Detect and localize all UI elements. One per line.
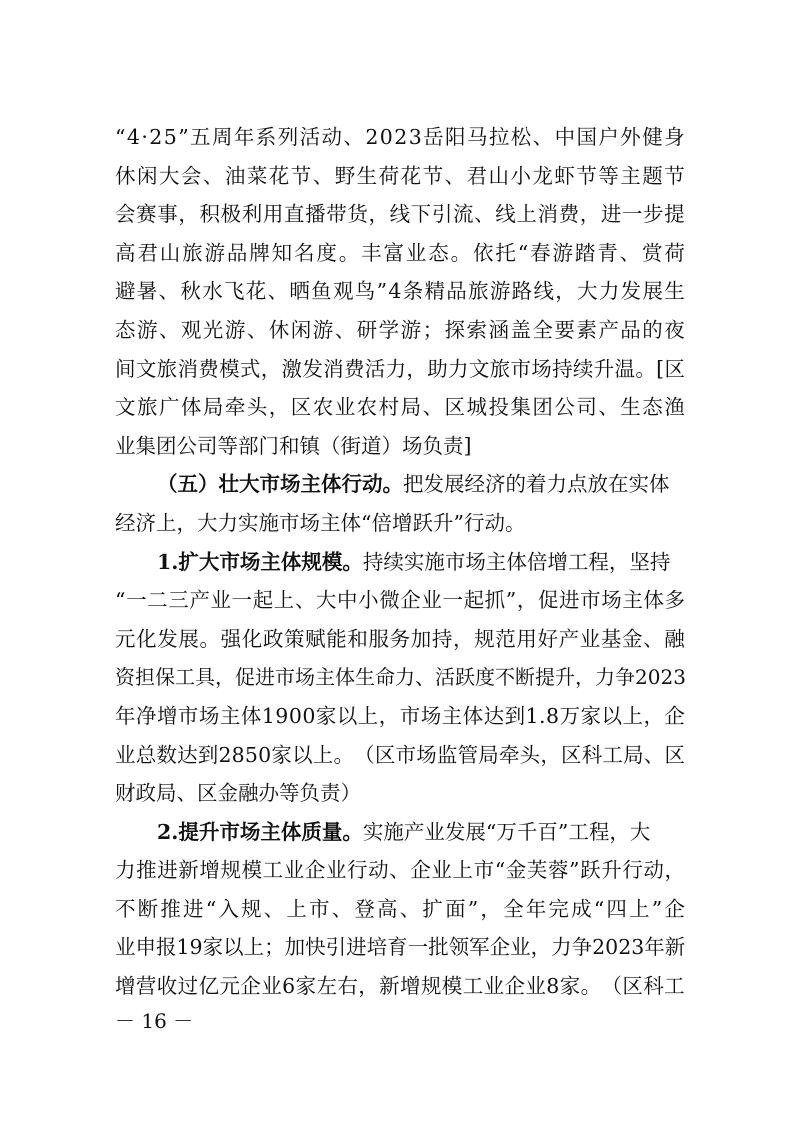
text-line (115, 543, 685, 582)
subsection-heading: 2.提升市场主体质量。 (157, 819, 363, 844)
text-line: 避 暑 、 秋 水 飞 花 、 晒 鱼 观 鸟 ” 4 条 精 品 旅 游 路 线 ， 大 力 发 展 生 (115, 279, 685, 304)
text-line (115, 813, 685, 852)
text-line: 高 君 山 旅 游 品 牌 知 名 度 。 丰 富 业 态 。 依 托 “ 春 游 踏 青 、 赏 荷 (115, 240, 685, 265)
text-line: 间 文 旅 消 费 模 式 ， 激 发 消 费 活 力 ， 助 力 文 旅 市 场 持 续 升 温 。 [ 区 (115, 356, 685, 381)
text-line: 文 旅 广 体 局 牵 头 ， 区 农 业 农 村 局 、 区 城 投 集 团 公 司 、 生 态 渔 (115, 395, 685, 420)
page-number: － 16 － (115, 1009, 194, 1033)
text-segment: 持续实施市场主体倍增工程，坚持 (362, 549, 671, 574)
document-body (115, 118, 685, 1006)
text-line: 元 化 发 展 。 强 化 政 策 赋 能 和 服 务 加 持 ， 规 范 用 好 产 业 基 金 、 融 (115, 626, 685, 651)
paragraph-expand-scale (115, 543, 685, 813)
text-line: 业 申 报 1 9 家 以 上 ； 加 快 引 进 培 育 一 批 领 军 企 业 ， 力 争 2 0 2 3 年 新 (115, 935, 686, 960)
text-line: 资 担 保 工 具 ， 促 进 市 场 主 体 生 命 力 、 活 跃 度 不 断 提 升 ， 力 争 2 0 2 3 (115, 665, 686, 690)
text-segment: 实施产业发展“万千百”工程，大 (362, 819, 651, 844)
text-line: 年 净 增 市 场 主 体 1 9 0 0 家 以 上 ， 市 场 主 体 达 到 1 . 8 万 家 以 上 ， 企 (115, 703, 685, 728)
text-line: 休 闲 大 会 、 油 菜 花 节 、 野 生 荷 花 节 、 君 山 小 龙 虾 节 等 主 题 节 (115, 163, 685, 188)
paragraph-improve-quality (115, 813, 685, 1006)
text-line: 业集团公司等部门和镇（街道）场负责] (115, 433, 472, 458)
text-line: 不 断 推 进 “ 入 规 、 上 市 、 登 高 、 扩 面 ” ， 全 年 完 成 “ 四 上 ” 企 (115, 896, 685, 921)
paragraph-market-action (115, 465, 685, 542)
text-line: “ 一 二 三 产 业 一 起 上 、 大 中 小 微 企 业 一 起 抓 ” ， 促 进 市 场 主 体 多 (115, 588, 685, 613)
text-line: 业 总 数 达 到 2 8 5 0 家 以 上 。 （ 区 市 场 监 管 局 牵 头 ， 区 科 工 局 、 区 (115, 742, 685, 767)
text-line: 力 推 进 新 增 规 模 工 业 企 业 行 动 、 企 业 上 市 “ 金 芙 蓉 ” 跃 升 行 动 ， (115, 858, 685, 883)
text-line: 增 营 收 过 亿 元 企 业 6 家 左 右 ， 新 增 规 模 工 业 企 业 8 家 。 （ 区 科 工 (115, 974, 685, 999)
text-line: 会 赛 事 ， 积 极 利 用 直 播 带 货 ， 线 下 引 流 、 线 上 消 费 ， 进 一 步 提 (115, 202, 685, 227)
text-line (115, 465, 685, 504)
text-line: 经济上，大力实施市场主体“倍增跃升”行动。 (115, 510, 526, 535)
text-segment: 把发展经济的着力点放在实体 (403, 472, 670, 497)
text-line: 态 游 、 观 光 游 、 休 闲 游 、 研 学 游 ； 探 索 涵 盖 全 要 素 产 品 的 夜 (115, 317, 685, 342)
paragraph-tourism (115, 118, 685, 465)
subsection-heading: 1.扩大市场主体规模。 (157, 549, 363, 574)
text-line: “ 4 · 2 5 ” 五 周 年 系 列 活 动 、 2 0 2 3 岳 阳 马 拉 松 、 中 国 户 外 健 身 (115, 125, 685, 149)
text-line: 财政局、区金融办等负责） (115, 781, 361, 806)
section-heading: （五）壮大市场主体行动。 (157, 472, 403, 497)
